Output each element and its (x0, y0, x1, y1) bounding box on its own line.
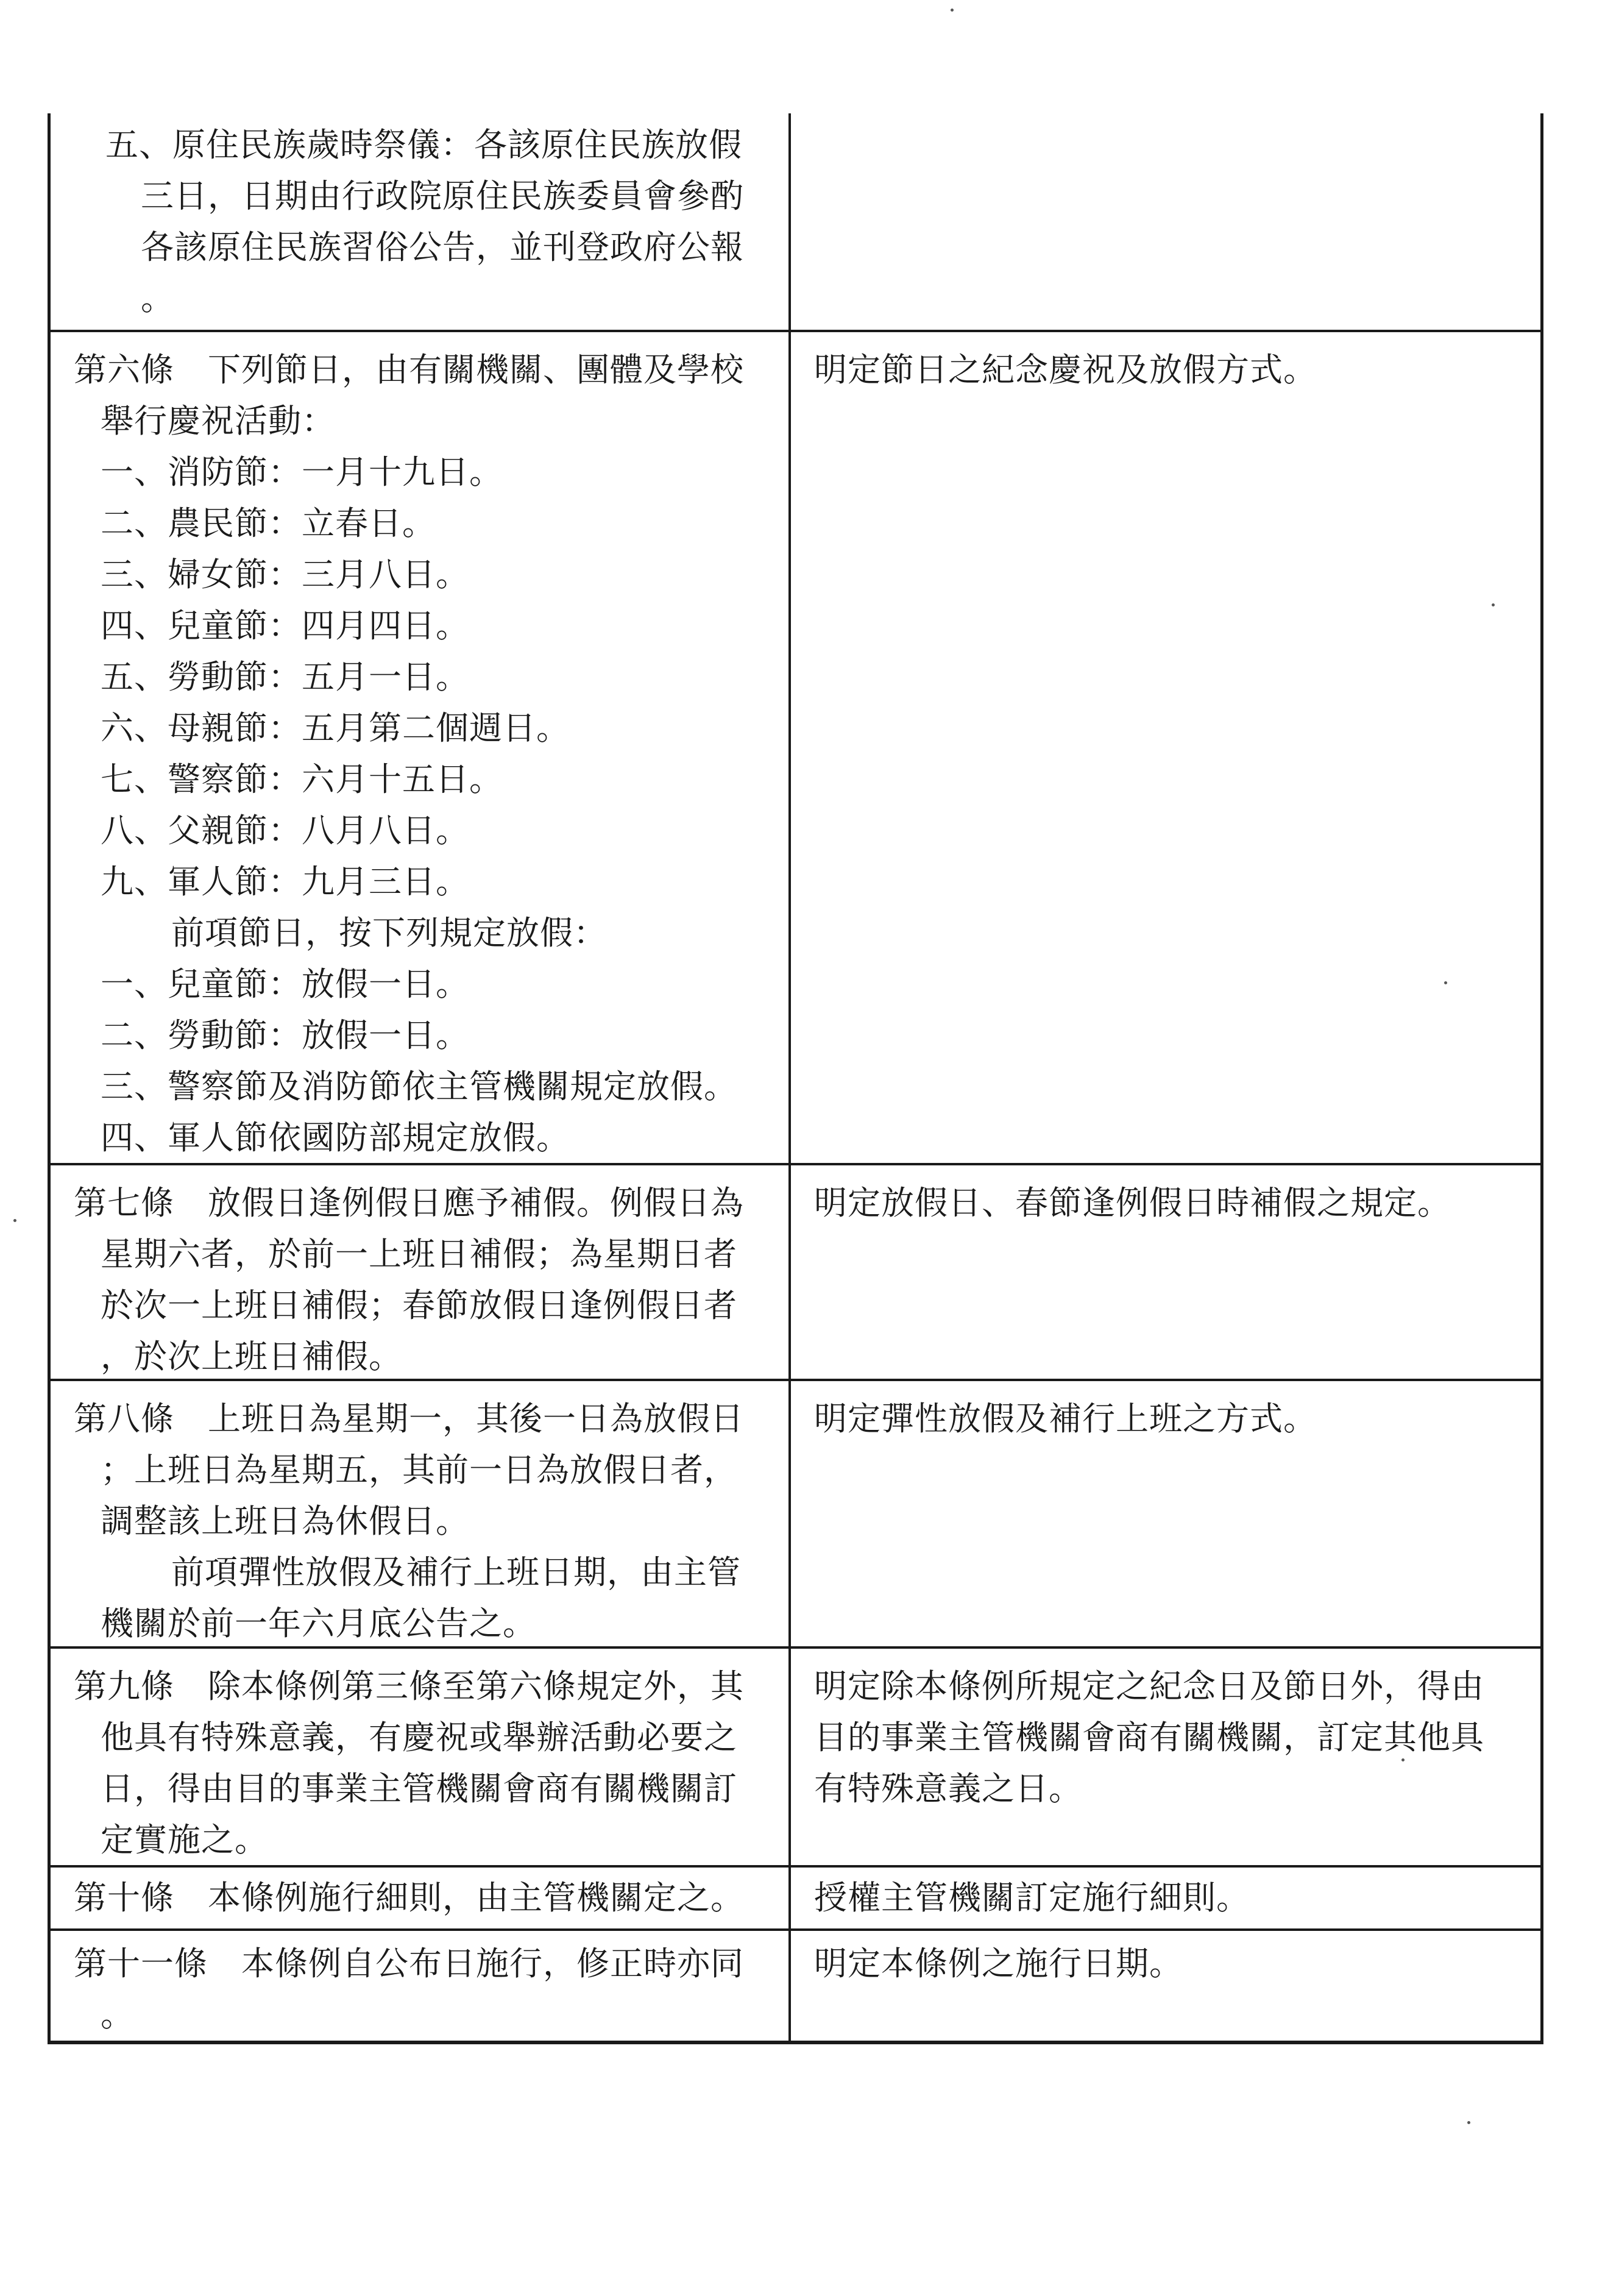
explanation-line: 明定除本條例所規定之紀念日及節日外，得由 (814, 1667, 1484, 1705)
table-row (48, 1163, 1543, 1379)
article-heading-line: 第六條 下列節日，由有關機關、團體及學校 (74, 350, 744, 389)
article-text-cell (48, 1931, 791, 2041)
scan-speck (1467, 2121, 1470, 2124)
article-text-cell (48, 1381, 791, 1646)
table-row (48, 1646, 1543, 1865)
article-line: 於次一上班日補假；春節放假日逢例假日者 (101, 1286, 737, 1324)
explanation-line: 明定節日之紀念慶祝及放假方式。 (814, 350, 1317, 389)
article-text-cell (48, 1649, 791, 1865)
explanation-cell (791, 1868, 1543, 1928)
list-item: 七、警察節：六月十五日。 (101, 760, 503, 798)
list-item: 九、軍人節：九月三日。 (101, 862, 469, 901)
scan-speck (951, 9, 954, 12)
scan-speck (13, 1219, 16, 1222)
article-line: 。 (141, 279, 174, 318)
list-item: 一、消防節：一月十九日。 (101, 453, 503, 491)
article-line: 五、原住民族歲時祭儀：各該原住民族放假 (105, 126, 742, 164)
list-item: 二、農民節：立春日。 (101, 504, 436, 542)
table-row (48, 1928, 1543, 2041)
article-line: 舉行慶祝活動： (101, 402, 335, 440)
list-item: 一、兒童節：放假一日。 (101, 965, 469, 1003)
article-line: 前項彈性放假及補行上班日期，由主管 (171, 1553, 741, 1591)
explanation-line: 有特殊意義之日。 (814, 1769, 1082, 1808)
explanation-line: 明定本條例之施行日期。 (814, 1944, 1183, 1983)
list-item: 四、軍人節依國防部規定放假。 (101, 1118, 570, 1157)
explanation-line: 目的事業主管機關會商有關機關，訂定其他具 (814, 1718, 1484, 1757)
explanation-line: 明定彈性放假及補行上班之方式。 (814, 1399, 1317, 1438)
article-line: ；上班日為星期五，其前一日為放假日者， (101, 1451, 737, 1489)
article-heading-line: 第九條 除本條例第三條至第六條規定外，其 (74, 1667, 744, 1705)
article-line: 。 (101, 1996, 134, 2034)
article-heading-line: 第十條 本條例施行細則，由主管機關定之。 (74, 1878, 744, 1917)
article-heading-line: 第七條 放假日逢例假日應予補假。例假日為 (74, 1184, 744, 1222)
explanation-cell (791, 332, 1543, 1163)
explanation-line: 明定放假日、春節逢例假日時補假之規定。 (814, 1184, 1451, 1222)
explanation-cell (791, 113, 1543, 330)
list-item: 四、兒童節：四月四日。 (101, 606, 469, 645)
article-text-cell (48, 113, 791, 330)
list-item: 五、勞動節：五月一日。 (101, 658, 469, 696)
article-line: 前項節日，按下列規定放假： (171, 914, 607, 952)
list-item: 三、警察節及消防節依主管機關規定放假。 (101, 1067, 737, 1106)
article-heading-line: 第十一條 本條例自公布日施行，修正時亦同 (74, 1944, 744, 1983)
explanation-cell (791, 1649, 1543, 1865)
explanation-cell (791, 1931, 1543, 2041)
list-item: 三、婦女節：三月八日。 (101, 555, 469, 594)
article-line: 定實施之。 (101, 1821, 268, 1859)
explanation-cell (791, 1165, 1543, 1379)
article-line: 各該原住民族習俗公告，並刊登政府公報 (141, 228, 744, 266)
article-line: ，於次上班日補假。 (101, 1337, 402, 1376)
list-item: 八、父親節：八月八日。 (101, 811, 469, 850)
article-line: 三日，日期由行政院原住民族委員會參酌 (141, 177, 744, 215)
article-text-cell (48, 1165, 791, 1379)
table-row (48, 113, 1543, 330)
article-text-cell (48, 1868, 791, 1928)
article-line: 日，得由目的事業主管機關會商有關機關訂 (101, 1769, 737, 1808)
list-item: 二、勞動節：放假一日。 (101, 1016, 469, 1054)
table-row (48, 1865, 1543, 1928)
article-heading-line: 第八條 上班日為星期一，其後一日為放假日 (74, 1399, 744, 1438)
explanation-line: 授權主管機關訂定施行細則。 (814, 1878, 1250, 1917)
explanation-cell (791, 1381, 1543, 1646)
article-text-cell (48, 332, 791, 1163)
table-row (48, 330, 1543, 1163)
article-line: 調整該上班日為休假日。 (101, 1502, 469, 1540)
article-line: 星期六者，於前一上班日補假；為星期日者 (101, 1235, 737, 1273)
table-row (48, 1379, 1543, 1646)
article-line: 機關於前一年六月底公告之。 (101, 1604, 536, 1643)
list-item: 六、母親節：五月第二個週日。 (101, 709, 570, 747)
regulation-comparison-table (48, 113, 1543, 2044)
article-line: 他具有特殊意義，有慶祝或舉辦活動必要之 (101, 1718, 737, 1757)
